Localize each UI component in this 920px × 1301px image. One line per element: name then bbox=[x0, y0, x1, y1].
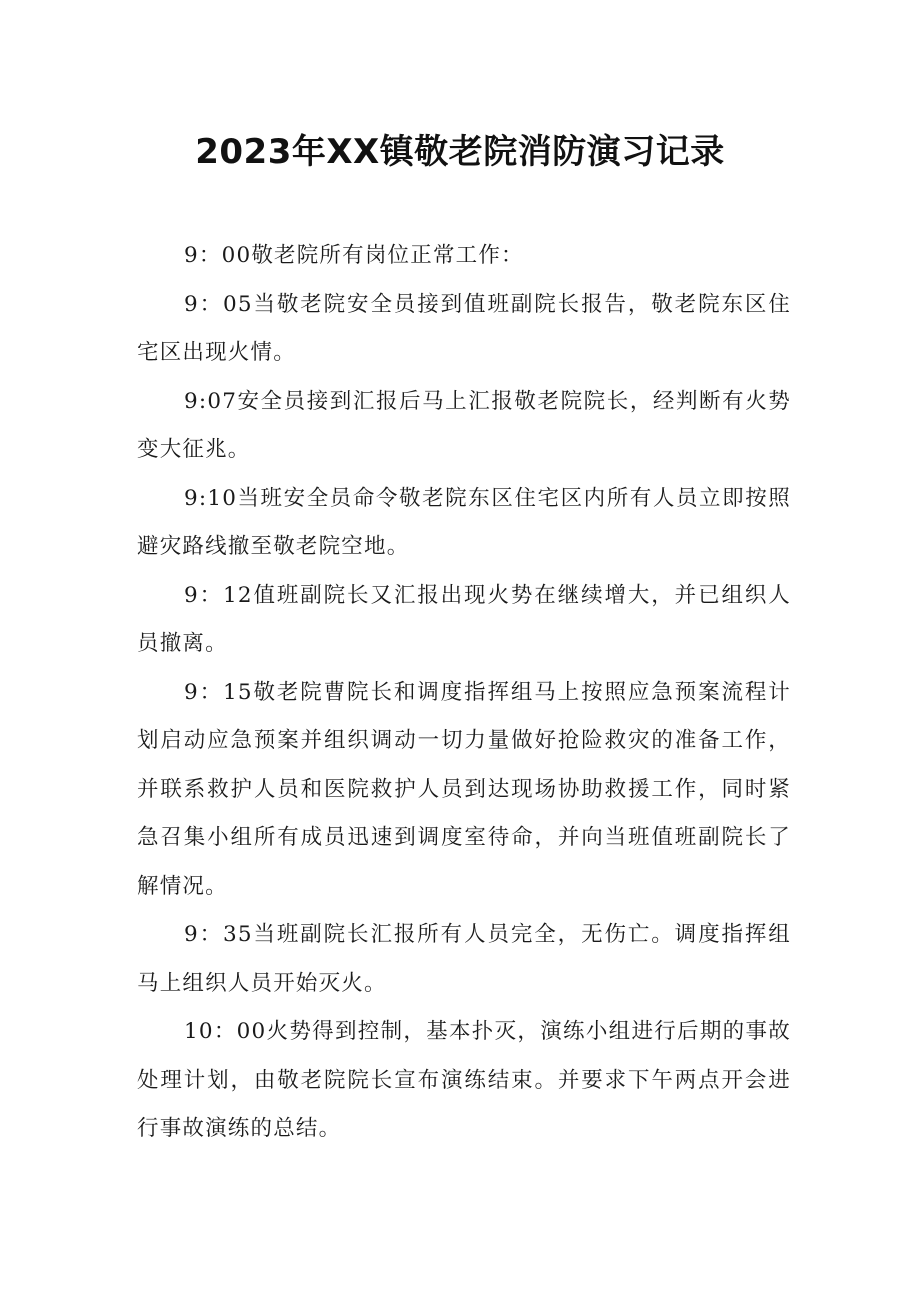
paragraph-0900: 9：00敬老院所有岗位正常工作： bbox=[184, 243, 524, 268]
paragraph-1000: 10：00火势得到控制，基本扑灭，演练小组进行后期的事故处理计划，由敬老院院长宣布演练结束。并要求下午两点开会进行事故演练的总结。 bbox=[137, 1019, 791, 1141]
document-title: 2023年XX镇敬老院消防演习记录 bbox=[195, 132, 725, 172]
paragraph-0935: 9：35当班副院长汇报所有人员完全，无伤亡。调度指挥组马上组织人员开始灭火。 bbox=[137, 922, 791, 996]
paragraph-0912: 9：12值班副院长又汇报出现火势在继续增大，并已组织人员撤离。 bbox=[137, 582, 791, 656]
paragraph-0910: 9:10当班安全员命令敬老院东区住宅区内所有人员立即按照避灾路线撤至敬老院空地。 bbox=[137, 485, 791, 559]
paragraph-0915: 9：15敬老院曹院长和调度指挥组马上按照应急预案流程计划启动应急预案并组织调动一切力量做好抢险救灾的准备工作，并联系救护人员和医院救护人员到达现场协助救援工作，同时紧急召集小组所有成员迅速到调度室待命，并向当班值班副院长了解情况。 bbox=[137, 679, 791, 899]
document-body bbox=[137, 232, 791, 1154]
paragraph-0907: 9:07安全员接到汇报后马上汇报敬老院院长，经判断有火势变大征兆。 bbox=[137, 388, 791, 462]
paragraph-0905: 9：05当敬老院安全员接到值班副院长报告，敬老院东区住宅区出现火情。 bbox=[137, 291, 791, 365]
